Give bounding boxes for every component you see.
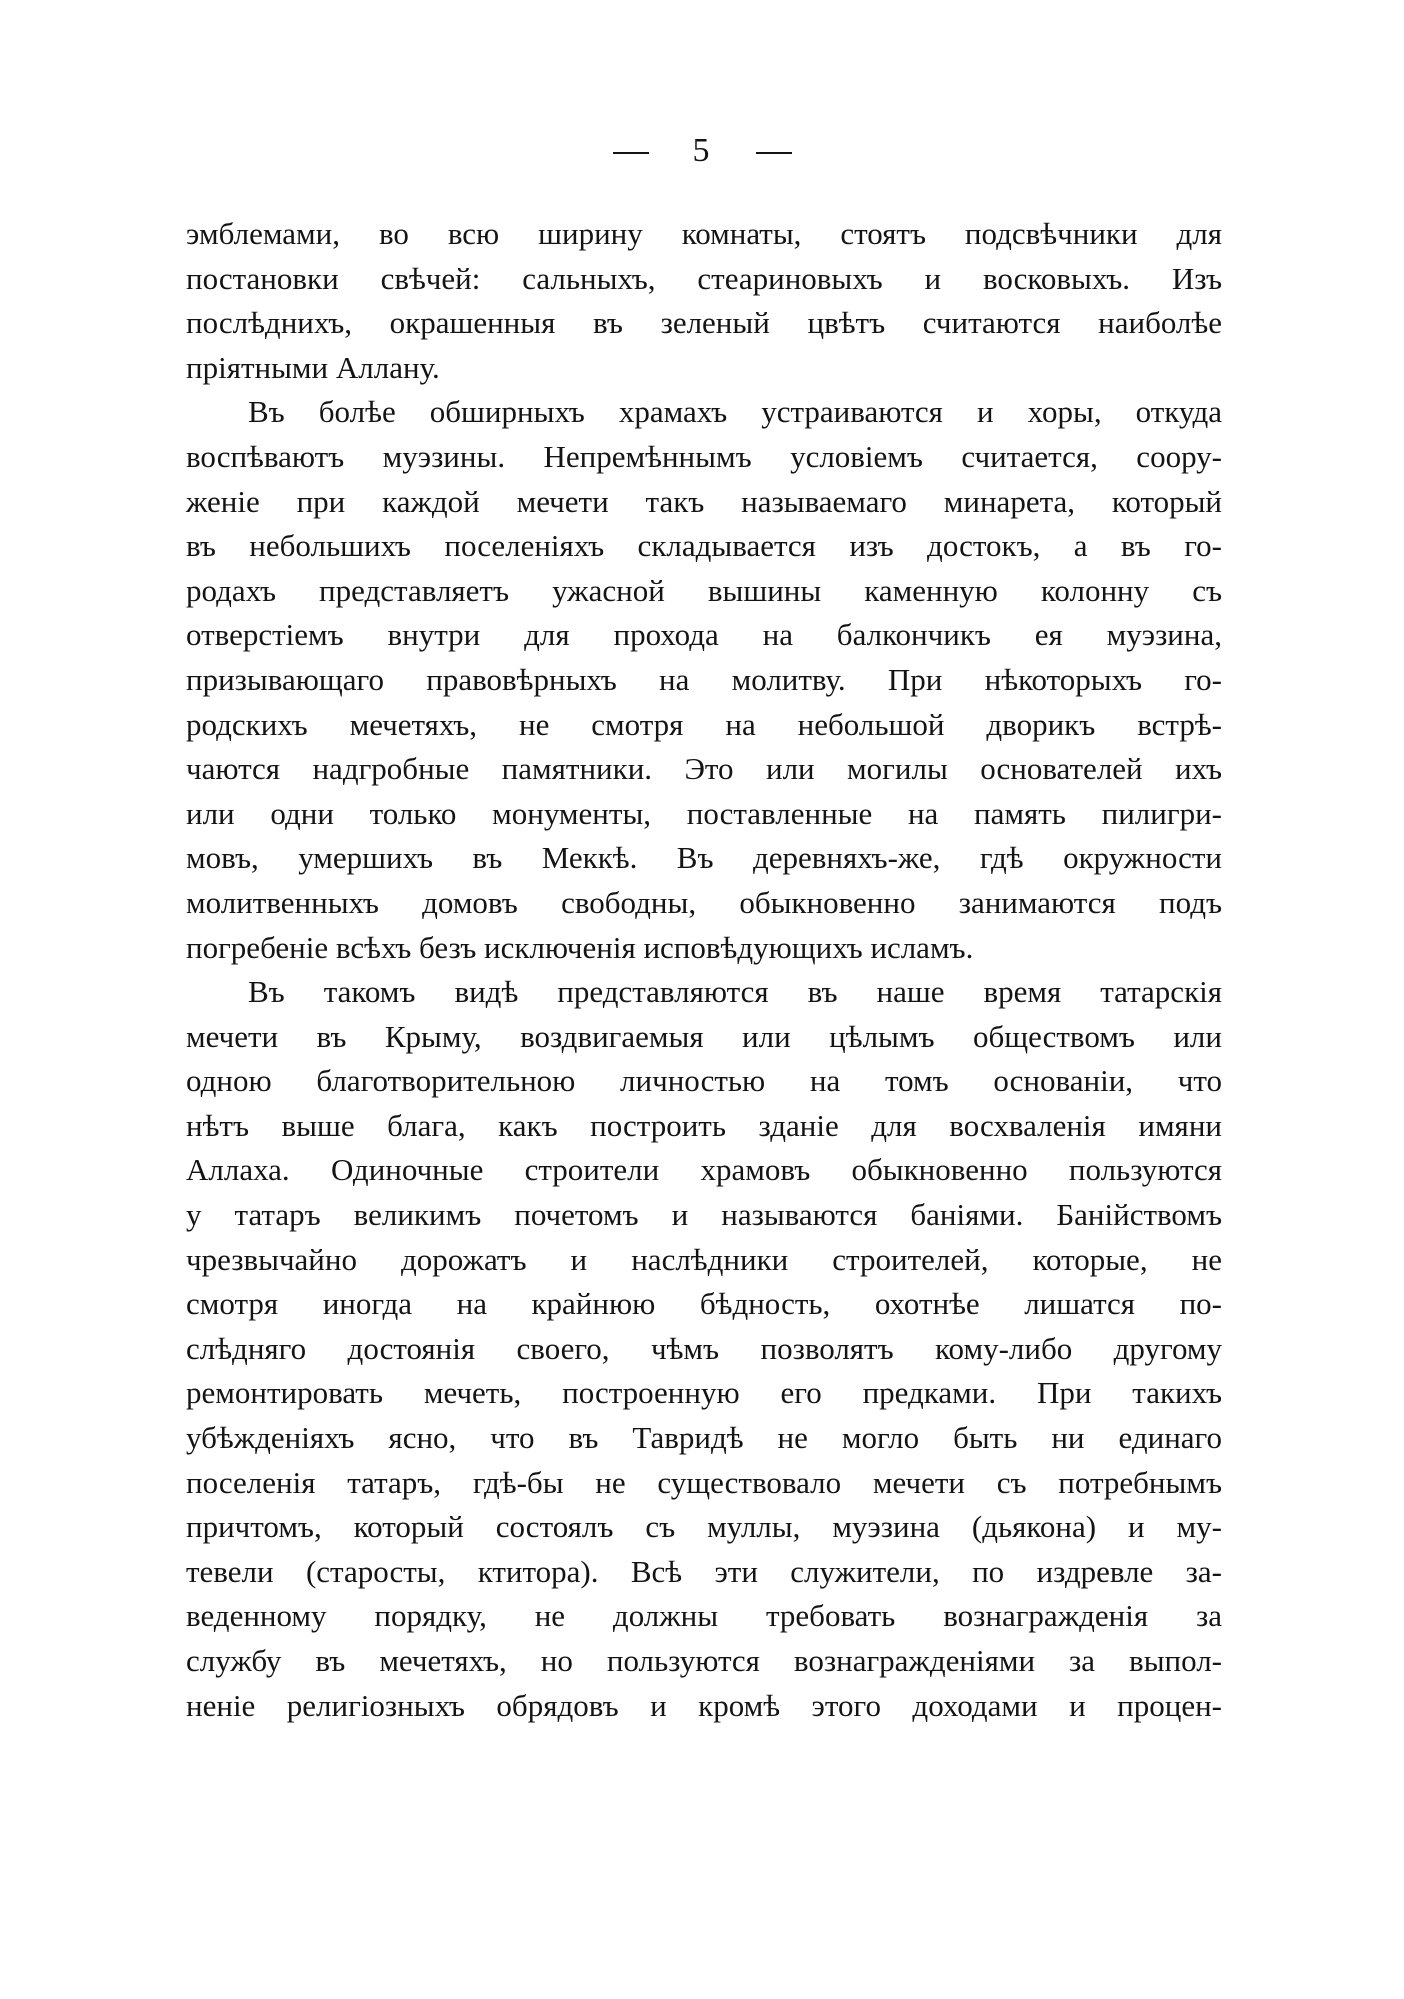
text-line: службу въ мечетяхъ, но пользуются вознагражденіями за выпол- — [186, 1643, 1222, 1678]
text-line: Въ болѣе обширныхъ храмахъ устраиваются и хоры, откуда — [248, 394, 1222, 430]
text-line: воспѣваютъ муэзины. Непремѣннымъ условіемъ считается, соору- — [186, 438, 1222, 474]
header-dash-right — [756, 152, 792, 154]
text-line: неніе религіозныхъ обрядовъ и кромѣ этого доходами и процен- — [186, 1687, 1222, 1723]
header-dash-left — [613, 152, 649, 154]
text-line: родахъ представляетъ ужасной вышины каменную колонну съ — [186, 572, 1222, 608]
text-line: Аллаха. Одиночные строители храмовъ обыкновенно пользуются — [186, 1152, 1222, 1188]
text-line: слѣдняго достоянія своего, чѣмъ позволятъ кому-либо другому — [186, 1330, 1222, 1366]
text-line: одною благотворительною личностью на томъ основаніи, что — [186, 1063, 1222, 1099]
text-line: тевели (старосты, ктитора). Всѣ эти служители, по издревле за- — [186, 1553, 1222, 1589]
text-line: веденному порядку, не должны требовать вознагражденія за — [186, 1598, 1222, 1634]
text-line: погребеніе всѣхъ безъ исключенія исповѣдующихъ исламъ. — [186, 929, 974, 965]
text-line: мечети въ Крыму, воздвигаемыя или цѣлымъ обществомъ или — [186, 1018, 1222, 1054]
text-line: причтомъ, который состоялъ съ муллы, муэзина (дьякона) и му- — [186, 1509, 1222, 1545]
page-number: 5 — [692, 132, 712, 169]
text-line: призывающаго правовѣрныхъ на молитву. При нѣкоторыхъ го- — [186, 661, 1222, 697]
text-line: молитвенныхъ домовъ свободны, обыкновенно занимаются подъ — [186, 884, 1222, 920]
text-line: нѣтъ выше блага, какъ построить зданіе для восхваленія имяни — [186, 1107, 1222, 1143]
text-line: смотря иногда на крайнюю бѣдность, охотнѣе лишатся по- — [186, 1286, 1222, 1322]
text-line: ремонтировать мечеть, построенную его предками. При такихъ — [186, 1375, 1222, 1411]
text-line: въ небольшихъ поселеніяхъ складывается изъ достокъ, а въ го- — [186, 528, 1222, 564]
body-text — [186, 212, 1222, 1728]
text-line: поселенія татаръ, гдѣ-бы не существовало мечети съ потребнымъ — [186, 1464, 1222, 1500]
text-line: постановки свѣчей: сальныхъ, стеариновыхъ и восковыхъ. Изъ — [186, 260, 1222, 296]
text-line: отверстіемъ внутри для прохода на балкончикъ ея муэзина, — [186, 617, 1222, 653]
text-line: послѣднихъ, окрашенныя въ зеленый цвѣтъ считаются наиболѣе — [186, 305, 1222, 341]
text-line: чрезвычайно дорожатъ и наслѣдники строителей, которые, не — [186, 1241, 1222, 1277]
page-header — [0, 132, 1404, 170]
text-line: или одни только монументы, поставленные на память пилигри- — [186, 795, 1222, 831]
text-line: Въ такомъ видѣ представляются въ наше время татарскія — [248, 974, 1222, 1010]
text-line: пріятными Аллану. — [186, 349, 440, 385]
text-line: эмблемами, во всю ширину комнаты, стоятъ подсвѣчники для — [186, 216, 1222, 251]
text-line: убѣжденіяхъ ясно, что въ Тавридѣ не могло быть ни единаго — [186, 1420, 1222, 1456]
text-line: чаются надгробные памятники. Это или могилы основателей ихъ — [186, 751, 1222, 787]
text-line: родскихъ мечетяхъ, не смотря на небольшой дворикъ встрѣ- — [186, 706, 1222, 742]
text-line: женіе при каждой мечети такъ называемаго минарета, который — [186, 483, 1222, 519]
text-line: у татаръ великимъ почетомъ и называются баніями. Банійствомъ — [186, 1197, 1222, 1233]
text-line: мовъ, умершихъ въ Меккѣ. Въ деревняхъ-же, гдѣ окружности — [186, 840, 1222, 876]
